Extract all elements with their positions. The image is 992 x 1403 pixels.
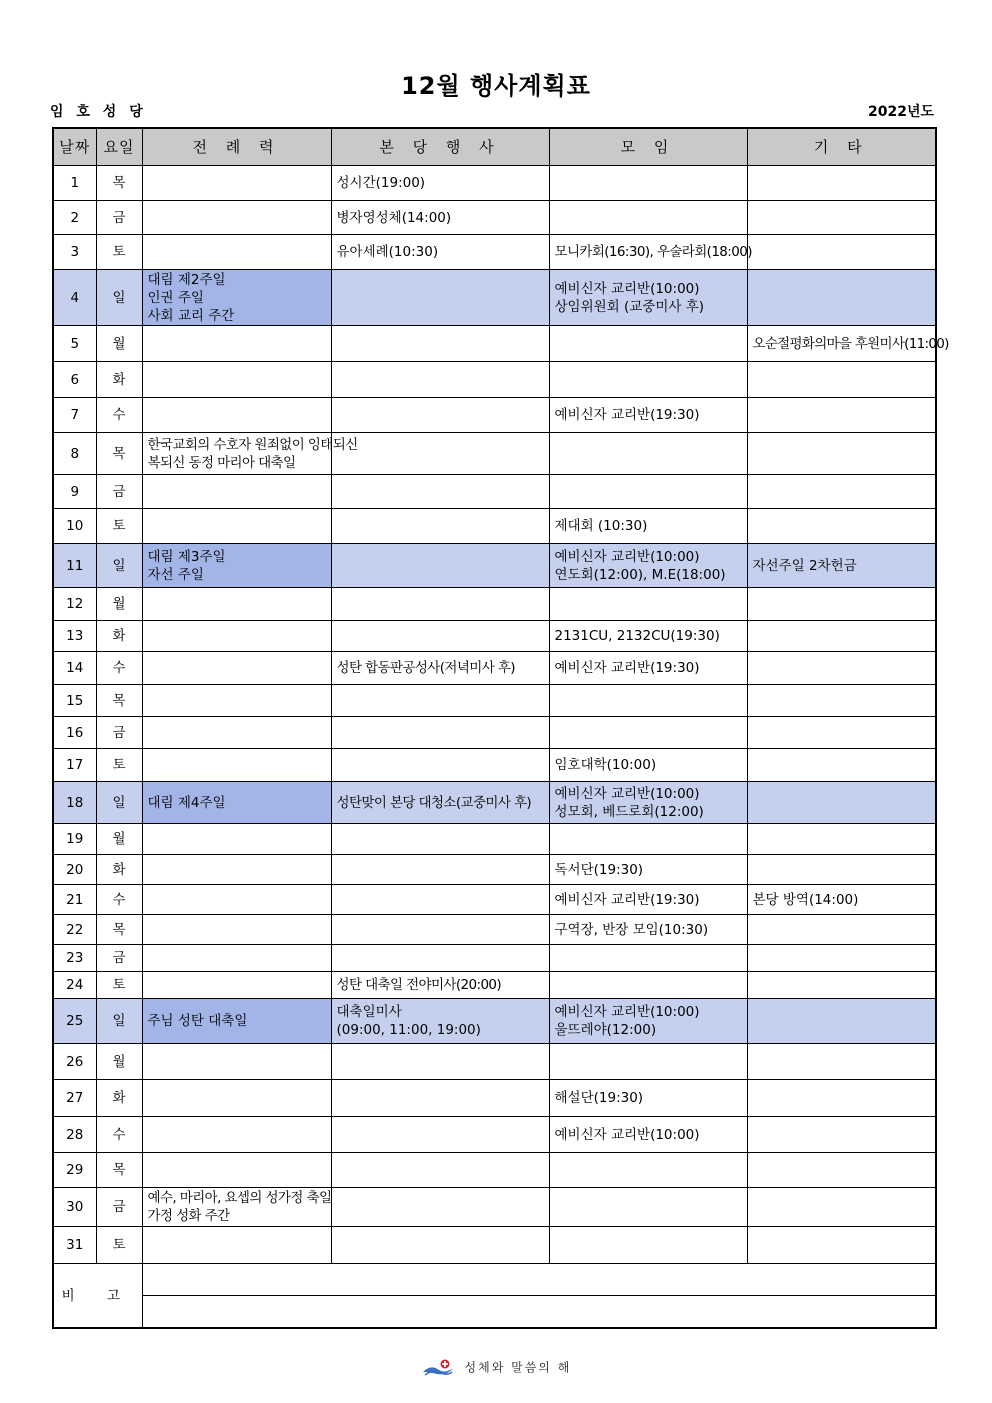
event-plan-table [52, 127, 949, 1329]
remarks-line [142, 1264, 936, 1296]
date-cell: 18 [53, 782, 96, 824]
day-cell: 수 [96, 885, 142, 915]
meeting-cell [549, 1227, 747, 1264]
other-cell [747, 362, 936, 398]
parish-event-cell [331, 1044, 549, 1080]
header-date: 날짜 [53, 128, 96, 166]
table-row [53, 1188, 936, 1227]
meeting-cell [549, 270, 747, 326]
day-cell: 일 [96, 782, 142, 824]
date-cell: 2 [53, 201, 96, 235]
meeting-cell-line: 독서단(19:30) [554, 861, 644, 878]
other-cell [747, 749, 936, 782]
liturgy-cell-line: 가정 성화 주간 [147, 1208, 230, 1224]
parish-event-cell [331, 326, 549, 362]
meeting-cell [549, 885, 747, 915]
meeting-cell-line: 예비신자 교리반(10:00) [554, 785, 700, 802]
liturgy-cell [142, 885, 331, 915]
liturgy-cell [142, 855, 331, 885]
parish-event-cell [331, 588, 549, 621]
liturgy-cell [142, 621, 331, 652]
meeting-cell [549, 166, 747, 201]
meeting-cell [549, 621, 747, 652]
date-cell: 26 [53, 1044, 96, 1080]
remarks-line [142, 1296, 936, 1329]
table-row [53, 509, 936, 544]
meeting-cell-line: 예비신자 교리반(10:00) [554, 548, 700, 565]
table-row [53, 652, 936, 685]
day-cell: 토 [96, 1227, 142, 1264]
other-cell [747, 1188, 936, 1227]
parish-event-cell [331, 855, 549, 885]
other-cell [747, 1044, 936, 1080]
meeting-cell-line: 성모회, 베드로회(12:00) [554, 803, 704, 820]
header-liturgical-calendar: 전 례 력 [142, 128, 331, 166]
day-cell: 수 [96, 652, 142, 685]
meeting-cell-line: 2131CU, 2132CU(19:30) [554, 628, 720, 644]
table-row [53, 824, 936, 855]
date-cell: 20 [53, 855, 96, 885]
liturgy-cell-line: 대림 제2주일 [147, 271, 226, 288]
other-cell [747, 652, 936, 685]
date-cell: 25 [53, 999, 96, 1044]
meeting-cell-line: 예비신자 교리반(10:00) [554, 1004, 700, 1020]
schedule-rows [53, 166, 949, 1264]
parish-event-cell [331, 270, 549, 326]
day-cell: 금 [96, 945, 142, 972]
meeting-cell [549, 999, 747, 1044]
liturgy-cell [142, 1188, 331, 1227]
parish-event-cell [331, 433, 549, 475]
table-row [53, 885, 936, 915]
parish-event-cell [331, 544, 549, 588]
liturgy-cell [142, 326, 331, 362]
meeting-cell [549, 398, 747, 433]
liturgy-cell [142, 398, 331, 433]
parish-event-cell [331, 1080, 549, 1117]
meeting-cell-line: 제대회 (10:30) [554, 518, 648, 534]
date-cell: 5 [53, 326, 96, 362]
date-cell: 27 [53, 1080, 96, 1117]
page-title: 12월 행사계획표 [401, 72, 591, 100]
day-cell: 수 [96, 1117, 142, 1153]
meeting-cell [549, 509, 747, 544]
day-cell: 금 [96, 201, 142, 235]
date-cell: 23 [53, 945, 96, 972]
other-cell [747, 475, 936, 509]
meeting-cell [549, 1188, 747, 1227]
table-row [53, 749, 936, 782]
day-cell: 수 [96, 398, 142, 433]
date-cell: 19 [53, 824, 96, 855]
liturgy-cell [142, 972, 331, 999]
date-cell: 12 [53, 588, 96, 621]
liturgy-cell [142, 201, 331, 235]
table-row [53, 398, 936, 433]
other-cell [747, 717, 936, 749]
table-row [53, 475, 936, 509]
other-cell [747, 270, 936, 326]
date-cell: 21 [53, 885, 96, 915]
liturgy-cell [142, 652, 331, 685]
parish-event-cell [331, 915, 549, 945]
meeting-cell-line: 상임위원회 (교중미사 후) [554, 298, 705, 315]
parish-event-cell [331, 972, 549, 999]
parish-name: 임 호 성 당 [50, 104, 147, 120]
header-day: 요일 [96, 128, 142, 166]
other-cell [747, 1080, 936, 1117]
other-cell [747, 166, 936, 201]
meeting-cell [549, 1044, 747, 1080]
day-cell: 토 [96, 972, 142, 999]
other-cell [747, 326, 949, 362]
meeting-cell [549, 652, 747, 685]
day-cell: 일 [96, 270, 142, 326]
day-cell: 목 [96, 1153, 142, 1188]
meeting-cell [549, 235, 752, 270]
parish-event-cell [331, 362, 549, 398]
table-row [53, 945, 936, 972]
table-row [53, 326, 936, 362]
table-row [53, 999, 936, 1044]
liturgy-cell [142, 433, 358, 475]
liturgy-cell-line: 한국교회의 수호자 원죄없이 잉태되신 [147, 436, 358, 453]
parish-event-cell [331, 685, 549, 717]
liturgy-cell [142, 235, 331, 270]
day-cell: 화 [96, 362, 142, 398]
other-cell [747, 509, 936, 544]
day-cell: 월 [96, 326, 142, 362]
parish-event-cell [331, 166, 549, 201]
liturgy-cell [142, 824, 331, 855]
parish-event-cell [331, 1227, 549, 1264]
table-row [53, 972, 936, 999]
date-cell: 11 [53, 544, 96, 588]
date-cell: 17 [53, 749, 96, 782]
parish-event-cell [331, 885, 549, 915]
meeting-cell [549, 824, 747, 855]
table-row [53, 1044, 936, 1080]
other-cell [747, 685, 936, 717]
day-cell: 화 [96, 855, 142, 885]
liturgy-cell [142, 1044, 331, 1080]
other-cell-line: 자선주일 2차헌금 [752, 557, 857, 574]
date-cell: 13 [53, 621, 96, 652]
parish-event-cell-line: 성탄맞이 본당 대청소(교중미사 후) [336, 794, 532, 811]
parish-event-cell [331, 652, 549, 685]
meeting-cell [549, 201, 747, 235]
remarks-label: 비 고 [53, 1264, 142, 1329]
table-row [53, 166, 936, 201]
liturgy-cell [142, 749, 331, 782]
day-cell: 토 [96, 749, 142, 782]
other-cell [747, 621, 936, 652]
meeting-cell-line: 예비신자 교리반(19:30) [554, 891, 700, 908]
date-cell: 15 [53, 685, 96, 717]
day-cell: 월 [96, 1044, 142, 1080]
liturgy-cell [142, 1227, 331, 1264]
date-cell: 24 [53, 972, 96, 999]
remarks-row [53, 1264, 936, 1296]
table-row [53, 588, 936, 621]
other-cell-line: 본당 방역(14:00) [752, 891, 859, 908]
meeting-cell [549, 915, 747, 945]
parish-event-cell [331, 475, 549, 509]
meeting-cell-line: 구역장, 반장 모임(10:30) [554, 921, 709, 938]
table-row [53, 201, 936, 235]
parish-event-cell [331, 398, 549, 433]
parish-event-cell-line: 성시간(19:00) [336, 175, 426, 191]
date-cell: 29 [53, 1153, 96, 1188]
meeting-cell-line: 예비신자 교리반(10:00) [554, 280, 700, 297]
date-cell: 9 [53, 475, 96, 509]
day-cell: 토 [96, 509, 142, 544]
table-row [53, 1080, 936, 1117]
other-cell [747, 235, 936, 270]
liturgy-cell-line: 대림 제3주일 [147, 548, 226, 565]
liturgy-cell-line: 자선 주일 [147, 566, 204, 583]
day-cell: 화 [96, 1080, 142, 1117]
liturgy-cell [142, 588, 331, 621]
meeting-cell [549, 326, 747, 362]
table-row [53, 717, 936, 749]
liturgy-cell-line: 주님 성탄 대축일 [147, 1013, 248, 1029]
meeting-cell [549, 1117, 747, 1153]
meeting-cell [549, 1080, 747, 1117]
meeting-cell [549, 749, 747, 782]
other-cell [747, 1153, 936, 1188]
other-cell [747, 972, 936, 999]
day-cell: 화 [96, 621, 142, 652]
liturgy-cell [142, 362, 331, 398]
date-cell: 30 [53, 1188, 96, 1227]
header-row [53, 128, 936, 166]
liturgy-cell [142, 717, 331, 749]
day-cell: 금 [96, 475, 142, 509]
day-cell: 목 [96, 166, 142, 201]
day-cell: 일 [96, 544, 142, 588]
footer-text: 성체와 말씀의 해 [464, 1360, 572, 1375]
meeting-cell-line: 임호대학(10:00) [554, 757, 657, 773]
meeting-cell [549, 717, 747, 749]
parish-event-cell [331, 945, 549, 972]
parish-event-cell [331, 235, 549, 270]
year-label: 2022년도 [867, 104, 934, 120]
liturgy-cell [142, 475, 331, 509]
other-cell [747, 544, 936, 588]
other-cell [747, 915, 936, 945]
liturgy-cell-line: 대림 제4주일 [147, 794, 226, 811]
parish-event-cell [331, 1153, 549, 1188]
liturgy-cell [142, 1080, 331, 1117]
date-cell: 22 [53, 915, 96, 945]
other-cell [747, 945, 936, 972]
meeting-cell [549, 588, 747, 621]
other-cell [747, 1227, 936, 1264]
parish-event-cell-line: 유아세례(10:30) [336, 244, 439, 260]
footer [0, 1358, 992, 1378]
parish-event-cell [331, 1117, 549, 1153]
meeting-cell-line: 해설단(19:30) [554, 1090, 644, 1106]
other-cell [747, 855, 936, 885]
other-cell [747, 201, 936, 235]
parish-event-cell-line: 성탄 대축일 전야미사(20:00) [336, 977, 502, 993]
liturgy-cell [142, 270, 331, 326]
date-cell: 7 [53, 398, 96, 433]
parish-event-cell-line: 성탄 합동판공성사(저녁미사 후) [336, 660, 515, 676]
parish-event-cell [331, 717, 549, 749]
parish-event-cell [331, 749, 549, 782]
meeting-cell [549, 544, 747, 588]
day-cell: 목 [96, 915, 142, 945]
header-parish-events: 본 당 행 사 [331, 128, 549, 166]
day-cell: 토 [96, 235, 142, 270]
meeting-cell [549, 685, 747, 717]
other-cell [747, 1117, 936, 1153]
table-row [53, 915, 936, 945]
other-cell [747, 885, 936, 915]
date-cell: 28 [53, 1117, 96, 1153]
date-cell: 1 [53, 166, 96, 201]
parish-event-cell [331, 1188, 549, 1227]
day-cell: 금 [96, 1188, 142, 1227]
meeting-cell [549, 945, 747, 972]
date-cell: 3 [53, 235, 96, 270]
parish-event-cell-line: 대축일미사 [336, 1004, 402, 1020]
liturgy-cell [142, 1153, 331, 1188]
table-row [53, 855, 936, 885]
parish-event-cell [331, 201, 549, 235]
table-row [53, 433, 936, 475]
parish-event-cell [331, 782, 549, 824]
meeting-cell-line: 울뜨레야(12:00) [554, 1022, 657, 1038]
day-cell: 일 [96, 999, 142, 1044]
meeting-cell [549, 475, 747, 509]
day-cell: 목 [96, 433, 142, 475]
meeting-cell [549, 1153, 747, 1188]
meeting-cell [549, 855, 747, 885]
day-cell: 목 [96, 685, 142, 717]
day-cell: 월 [96, 824, 142, 855]
parish-event-cell [331, 999, 549, 1044]
table-row [53, 235, 936, 270]
other-cell [747, 999, 936, 1044]
meeting-cell [549, 972, 747, 999]
liturgy-cell [142, 544, 331, 588]
remarks-row [53, 1296, 936, 1329]
header-meetings: 모 임 [549, 128, 747, 166]
liturgy-cell [142, 915, 331, 945]
header-other: 기 타 [747, 128, 936, 166]
liturgy-cell [142, 999, 331, 1044]
table-row [53, 782, 936, 824]
meeting-cell-line: 연도회(12:00), M.E(18:00) [554, 566, 726, 583]
date-cell: 6 [53, 362, 96, 398]
date-cell: 4 [53, 270, 96, 326]
date-cell: 8 [53, 433, 96, 475]
table-row [53, 1153, 936, 1188]
day-cell: 월 [96, 588, 142, 621]
parish-event-cell-line: 병자영성체(14:00) [336, 209, 452, 226]
parish-event-cell-line: (09:00, 11:00, 19:00) [336, 1022, 481, 1038]
parish-event-cell [331, 509, 549, 544]
liturgy-cell [142, 945, 331, 972]
table-row [53, 362, 936, 398]
parish-event-cell [331, 621, 549, 652]
meeting-cell-line: 모니카회(16:30), 우술라회(18:00) [554, 244, 752, 260]
parish-logo-icon [421, 1358, 455, 1378]
meeting-cell [549, 362, 747, 398]
date-cell: 14 [53, 652, 96, 685]
date-cell: 16 [53, 717, 96, 749]
table-row [53, 685, 936, 717]
meeting-cell [549, 782, 747, 824]
other-cell [747, 398, 936, 433]
liturgy-cell [142, 685, 331, 717]
table-row [53, 1117, 936, 1153]
liturgy-cell [142, 509, 331, 544]
meeting-cell-line: 예비신자 교리반(10:00) [554, 1126, 700, 1143]
date-cell: 10 [53, 509, 96, 544]
table-row [53, 270, 936, 326]
liturgy-cell [142, 166, 331, 201]
liturgy-cell [142, 782, 331, 824]
liturgy-cell-line: 복되신 동정 마리아 대축일 [147, 454, 296, 471]
liturgy-cell-line: 예수, 마리아, 요셉의 성가정 축일 [147, 1190, 332, 1206]
meeting-cell-line: 예비신자 교리반(19:30) [554, 407, 700, 423]
other-cell [747, 433, 936, 475]
table-row [53, 1227, 936, 1264]
other-cell [747, 824, 936, 855]
date-cell: 31 [53, 1227, 96, 1264]
liturgy-cell-line: 사회 교리 주간 [147, 307, 235, 324]
liturgy-cell-line: 인권 주일 [147, 289, 204, 306]
other-cell [747, 588, 936, 621]
other-cell [747, 782, 936, 824]
meeting-cell-line: 예비신자 교리반(19:30) [554, 660, 700, 676]
other-cell-line: 오순절평화의마을 후원미사(11:00) [752, 335, 949, 352]
liturgy-cell [142, 1117, 331, 1153]
table-row [53, 544, 936, 588]
meeting-cell [549, 433, 747, 475]
day-cell: 금 [96, 717, 142, 749]
table-row [53, 621, 936, 652]
parish-event-cell [331, 824, 549, 855]
